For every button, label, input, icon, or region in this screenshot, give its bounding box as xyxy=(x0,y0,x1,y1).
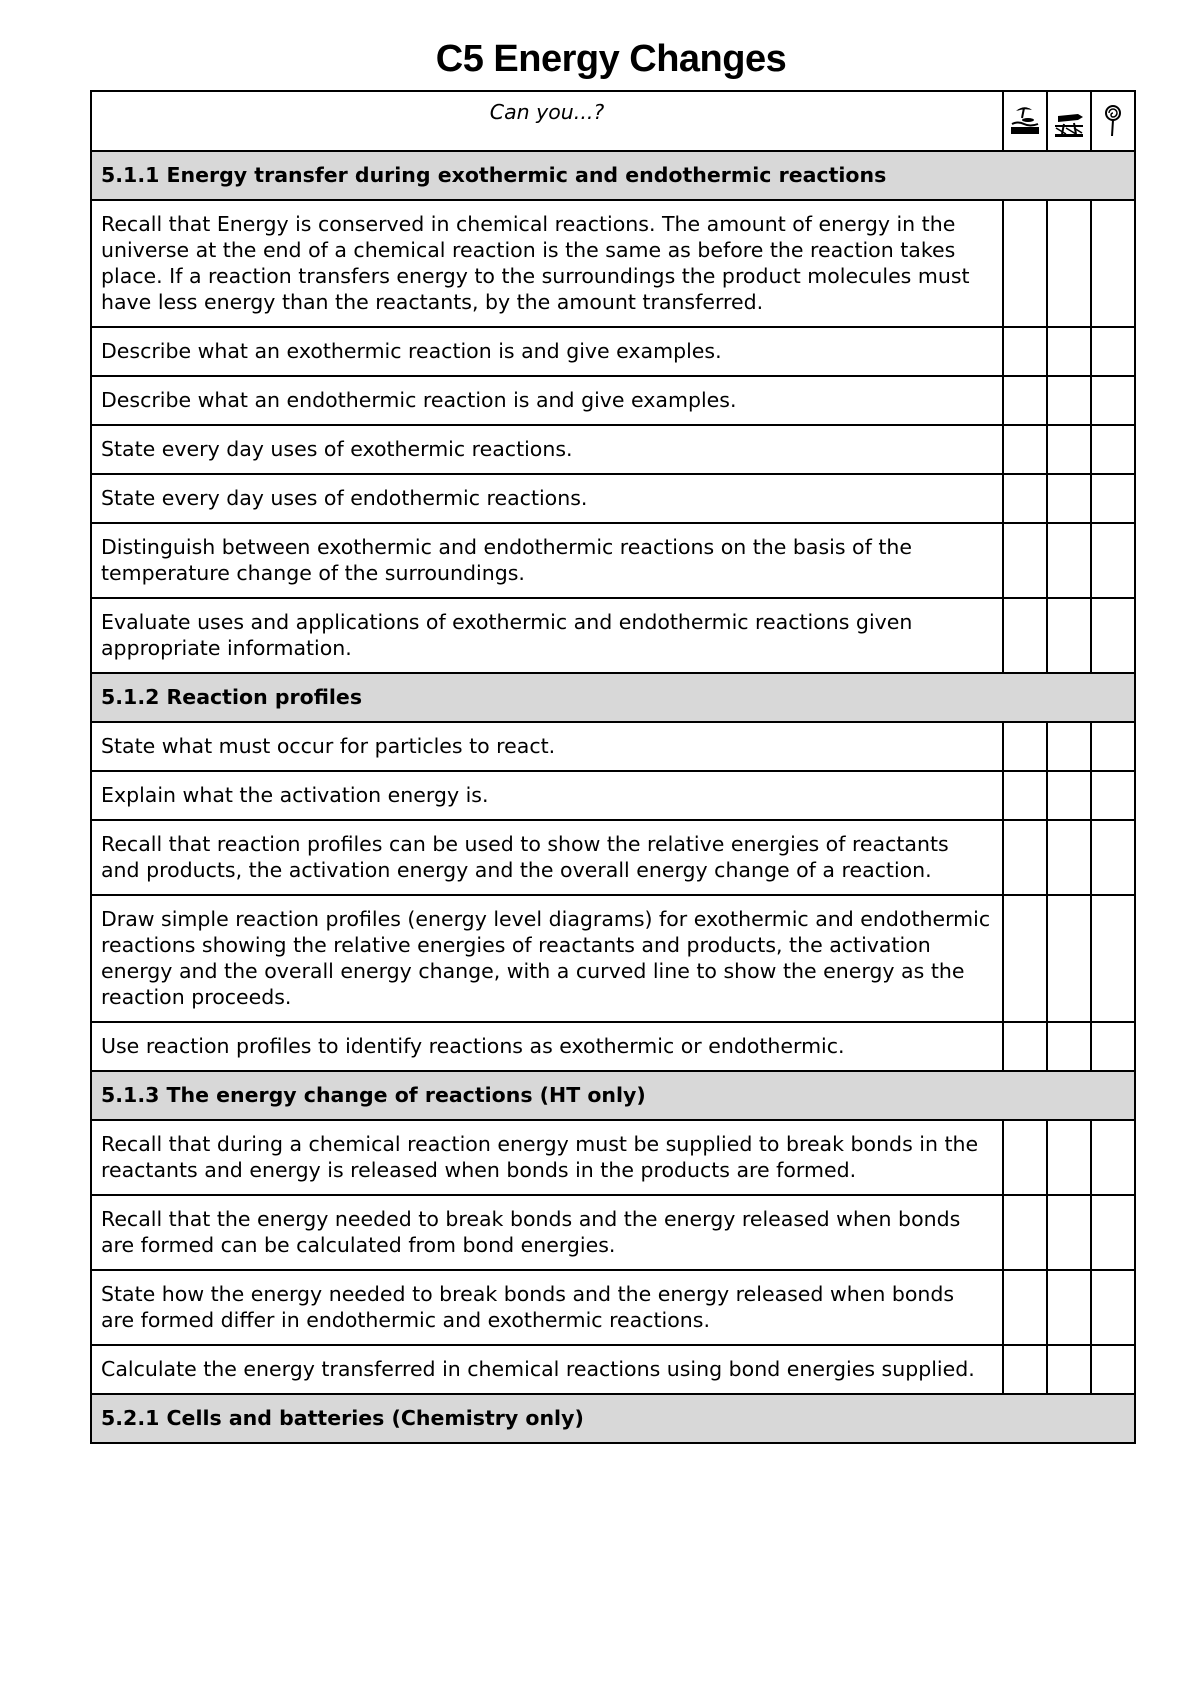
table-row xyxy=(91,327,1135,376)
rating-checkbox-3[interactable] xyxy=(1091,1195,1135,1270)
learning-objective: Recall that Energy is conserved in chemical reactions. The amount of energy in the universe at the end of a chemical reaction is the same as before the reaction takes place. If a reaction transfers energy to the surroundings the product molecules must have less energy than the reactants, by the amount transferred. xyxy=(91,200,1003,327)
table-row xyxy=(91,376,1135,425)
rating-checkbox-3[interactable] xyxy=(1091,1022,1135,1071)
rating-checkbox-2[interactable] xyxy=(1047,1022,1091,1071)
page-title: C5 Energy Changes xyxy=(435,38,787,80)
table-row xyxy=(91,523,1135,598)
rating-checkbox-2[interactable] xyxy=(1047,895,1091,1022)
rating-checkbox-3[interactable] xyxy=(1091,1345,1135,1394)
rating-checkbox-1[interactable] xyxy=(1003,1195,1047,1270)
rating-checkbox-1[interactable] xyxy=(1003,200,1047,327)
learning-objective: Recall that during a chemical reaction energy must be supplied to break bonds in the reactants and energy is released when bonds in the products are formed. xyxy=(91,1120,1003,1195)
section-heading: 5.1.1 Energy transfer during exothermic and endothermic reactions xyxy=(91,151,1135,200)
rating-checkbox-3[interactable] xyxy=(1091,820,1135,895)
rating-checkbox-3[interactable] xyxy=(1091,376,1135,425)
rating-checkbox-1[interactable] xyxy=(1003,1022,1047,1071)
rating-checkbox-3[interactable] xyxy=(1091,425,1135,474)
section-heading: 5.2.1 Cells and batteries (Chemistry only) xyxy=(91,1394,1135,1443)
learning-objective: Recall that the energy needed to break bonds and the energy released when bonds are formed can be calculated from bond energies. xyxy=(91,1195,1003,1270)
section-heading: 5.1.3 The energy change of reactions (HT only) xyxy=(91,1071,1135,1120)
table-row xyxy=(91,1270,1135,1345)
rating-checkbox-2[interactable] xyxy=(1047,200,1091,327)
rating-checkbox-1[interactable] xyxy=(1003,523,1047,598)
table-row xyxy=(91,820,1135,895)
confidence-column-3 xyxy=(1091,91,1135,151)
rating-checkbox-1[interactable] xyxy=(1003,895,1047,1022)
can-you-header xyxy=(91,91,1003,151)
rating-checkbox-3[interactable] xyxy=(1091,722,1135,771)
rating-checkbox-2[interactable] xyxy=(1047,425,1091,474)
learning-objective: State how the energy needed to break bonds and the energy released when bonds are formed differ in endothermic and exothermic reactions. xyxy=(91,1270,1003,1345)
table-row xyxy=(91,1022,1135,1071)
learning-objective: Describe what an endothermic reaction is and give examples. xyxy=(91,376,1003,425)
rating-checkbox-3[interactable] xyxy=(1091,598,1135,673)
rating-checkbox-1[interactable] xyxy=(1003,1270,1047,1345)
table-row xyxy=(91,895,1135,1022)
learning-objective: Explain what the activation energy is. xyxy=(91,771,1003,820)
section-heading: 5.1.2 Reaction profiles xyxy=(91,673,1135,722)
rating-checkbox-1[interactable] xyxy=(1003,598,1047,673)
rating-checkbox-1[interactable] xyxy=(1003,771,1047,820)
can-you-label: Can you...? xyxy=(489,100,605,124)
learning-objective: State what must occur for particles to react. xyxy=(91,722,1003,771)
confidence-column-2 xyxy=(1047,91,1091,151)
learning-objective: Recall that reaction profiles can be used to show the relative energies of reactants and products, the activation energy and the overall energy change of a reaction. xyxy=(91,820,1003,895)
rating-checkbox-2[interactable] xyxy=(1047,722,1091,771)
rating-checkbox-1[interactable] xyxy=(1003,425,1047,474)
beach-icon xyxy=(1008,104,1042,138)
table-row xyxy=(91,200,1135,327)
rating-checkbox-1[interactable] xyxy=(1003,1345,1047,1394)
table-row xyxy=(91,598,1135,673)
table-row xyxy=(91,722,1135,771)
rating-checkbox-3[interactable] xyxy=(1091,1120,1135,1195)
learning-objective: Use reaction profiles to identify reactions as exothermic or endothermic. xyxy=(91,1022,1003,1071)
rating-checkbox-3[interactable] xyxy=(1091,895,1135,1022)
table-row xyxy=(91,425,1135,474)
rating-checkbox-2[interactable] xyxy=(1047,771,1091,820)
rating-checkbox-3[interactable] xyxy=(1091,1270,1135,1345)
rating-checkbox-1[interactable] xyxy=(1003,722,1047,771)
table-row xyxy=(91,1195,1135,1270)
table-row xyxy=(91,1120,1135,1195)
rating-checkbox-2[interactable] xyxy=(1047,1195,1091,1270)
learning-objective: Describe what an exothermic reaction is and give examples. xyxy=(91,327,1003,376)
rating-checkbox-2[interactable] xyxy=(1047,474,1091,523)
road-sign-icon xyxy=(1052,104,1086,138)
rating-checkbox-2[interactable] xyxy=(1047,1345,1091,1394)
rating-checkbox-3[interactable] xyxy=(1091,474,1135,523)
rating-checkbox-3[interactable] xyxy=(1091,327,1135,376)
rating-checkbox-3[interactable] xyxy=(1091,771,1135,820)
rating-checkbox-3[interactable] xyxy=(1091,200,1135,327)
header-row xyxy=(91,91,1135,151)
rating-checkbox-2[interactable] xyxy=(1047,376,1091,425)
section-heading-row xyxy=(91,151,1135,200)
rating-checkbox-1[interactable] xyxy=(1003,327,1047,376)
table-row xyxy=(91,474,1135,523)
rating-checkbox-1[interactable] xyxy=(1003,474,1047,523)
section-heading-row xyxy=(91,1071,1135,1120)
section-heading-row xyxy=(91,1394,1135,1443)
section-heading-row xyxy=(91,673,1135,722)
rating-checkbox-1[interactable] xyxy=(1003,376,1047,425)
rating-checkbox-2[interactable] xyxy=(1047,1120,1091,1195)
rating-checkbox-2[interactable] xyxy=(1047,523,1091,598)
learning-objective: State every day uses of exothermic reactions. xyxy=(91,425,1003,474)
checklist-body xyxy=(91,91,1135,1443)
learning-objective: Calculate the energy transferred in chemical reactions using bond energies supplied. xyxy=(91,1345,1003,1394)
rating-checkbox-1[interactable] xyxy=(1003,1120,1047,1195)
learning-objective: State every day uses of endothermic reactions. xyxy=(91,474,1003,523)
lollipop-icon xyxy=(1096,104,1130,138)
rating-checkbox-2[interactable] xyxy=(1047,1270,1091,1345)
learning-objective: Distinguish between exothermic and endothermic reactions on the basis of the temperature change of the surroundings. xyxy=(91,523,1003,598)
rating-checkbox-2[interactable] xyxy=(1047,820,1091,895)
confidence-column-1 xyxy=(1003,91,1047,151)
checklist-table xyxy=(90,90,1136,1444)
table-row xyxy=(91,771,1135,820)
rating-checkbox-3[interactable] xyxy=(1091,523,1135,598)
rating-checkbox-2[interactable] xyxy=(1047,598,1091,673)
rating-checkbox-2[interactable] xyxy=(1047,327,1091,376)
learning-objective: Draw simple reaction profiles (energy level diagrams) for exothermic and endothermic reactions showing the relative energies of reactants and products, the activation energy and the overall energy change, with a curved line to show the energy as the reaction proceeds. xyxy=(91,895,1003,1022)
learning-objective: Evaluate uses and applications of exothermic and endothermic reactions given appropriate information. xyxy=(91,598,1003,673)
table-row xyxy=(91,1345,1135,1394)
rating-checkbox-1[interactable] xyxy=(1003,820,1047,895)
